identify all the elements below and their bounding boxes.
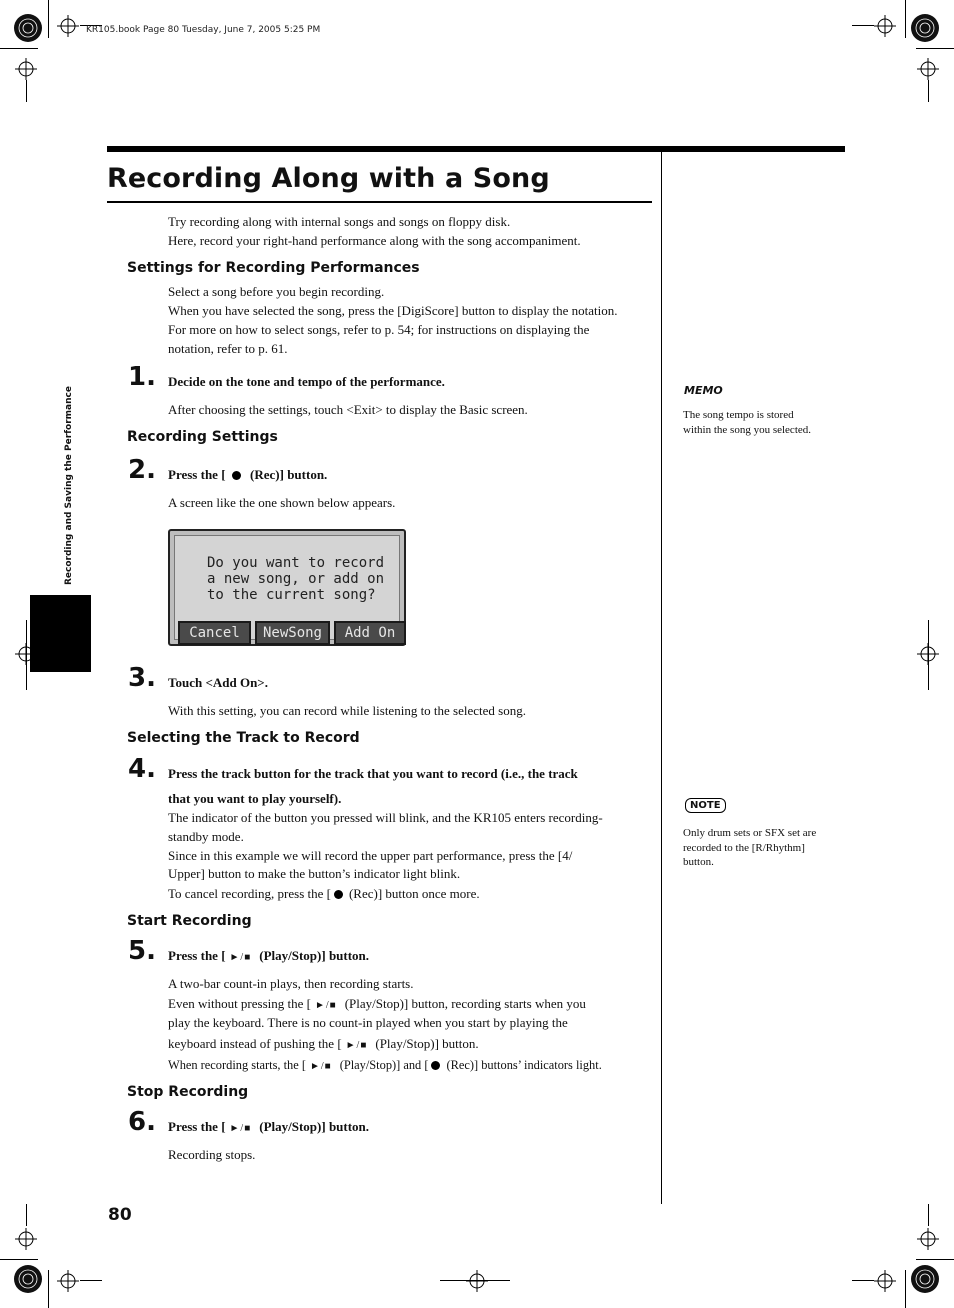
body-line: notation, refer to p. 61.	[168, 341, 288, 356]
step-text: (Rec)] button.	[250, 467, 328, 482]
step-number: 4.	[128, 754, 156, 784]
registration-disc-icon	[910, 13, 940, 43]
text-run: (Rec)] button once more.	[348, 886, 480, 901]
play-stop-icon: ►/■	[309, 1061, 332, 1072]
play-stop-icon: ►/■	[229, 952, 252, 963]
column-divider	[661, 152, 662, 1204]
body-line: Since in this example we will record the upper part performance, press the [4/	[168, 848, 573, 863]
crosshair-mark-icon	[57, 1270, 79, 1292]
crop-mark	[852, 1280, 874, 1281]
crop-mark	[26, 620, 27, 690]
title-underline	[107, 201, 652, 203]
step-number: 3.	[128, 663, 156, 693]
body-line: standby mode.	[168, 829, 244, 844]
crop-mark	[916, 48, 954, 49]
crosshair-mark-icon	[874, 15, 896, 37]
text-run: (Play/Stop)] button, recording starts when you	[344, 996, 586, 1011]
body-line: A screen like the one shown below appears.	[168, 495, 396, 510]
section-heading: Settings for Recording Performances	[127, 260, 420, 276]
step-text: (Play/Stop)] button.	[259, 948, 370, 963]
step-number: 6.	[128, 1107, 156, 1137]
body-line: Upper] button to make the button’s indicator light blink.	[168, 866, 461, 881]
crosshair-mark-icon	[466, 1270, 488, 1292]
rec-icon	[232, 471, 241, 480]
text-run: keyboard instead of pushing the [	[168, 1036, 342, 1051]
memo-text: The song tempo is stored	[683, 409, 794, 421]
new-song-button[interactable]: NewSong	[255, 621, 330, 645]
cancel-button[interactable]: Cancel	[178, 621, 251, 645]
crop-mark	[48, 1270, 49, 1308]
rec-icon	[334, 890, 343, 899]
crosshair-mark-icon	[15, 58, 37, 80]
crop-mark	[80, 1280, 102, 1281]
body-line: Recording stops.	[168, 1147, 256, 1162]
step-text: (Play/Stop)] button.	[259, 1119, 370, 1134]
note-text: Only drum sets or SFX set are	[683, 827, 817, 839]
step-text: Press the [	[168, 467, 226, 482]
rec-icon	[431, 1061, 440, 1070]
crop-mark	[905, 0, 906, 38]
page-number: 80	[108, 1205, 132, 1225]
crop-mark	[928, 1204, 929, 1226]
lcd-screen	[168, 529, 406, 646]
step-number: 5.	[128, 936, 156, 966]
crosshair-mark-icon	[874, 1270, 896, 1292]
memo-text: within the song you selected.	[683, 424, 812, 436]
note-text: recorded to the [R/Rhythm]	[683, 842, 805, 854]
body-line	[168, 1056, 602, 1077]
memo-icon: MEMO	[684, 384, 723, 397]
add-on-button[interactable]: Add On	[334, 621, 406, 645]
step-instruction: that you want to play yourself).	[168, 791, 342, 806]
registration-disc-icon	[13, 1264, 43, 1294]
chapter-tab	[30, 595, 91, 672]
print-imprint: KR105.book Page 80 Tuesday, June 7, 2005 5:25 PM	[86, 25, 321, 35]
step-instruction: Decide on the tone and tempo of the performance.	[168, 374, 445, 389]
step-instruction	[168, 943, 369, 970]
body-line: The indicator of the button you pressed will blink, and the KR105 enters recording-	[168, 810, 603, 825]
text-run: When recording starts, the [	[168, 1058, 306, 1072]
body-line: Select a song before you begin recording.	[168, 284, 385, 299]
crop-mark	[0, 48, 38, 49]
text-run: (Play/Stop)] and [	[339, 1058, 429, 1072]
crop-mark	[26, 80, 27, 102]
step-number: 1.	[128, 362, 156, 392]
step-text: Press the [	[168, 1119, 226, 1134]
crop-mark	[905, 1270, 906, 1308]
registration-disc-icon	[13, 13, 43, 43]
crop-mark	[916, 1259, 954, 1260]
body-line	[168, 995, 586, 1016]
page-title: Recording Along with a Song	[107, 163, 550, 194]
body-line: A two-bar count-in plays, then recording starts.	[168, 976, 414, 991]
text-run: (Play/Stop)] button.	[375, 1036, 479, 1051]
lcd-message: Do you want to record a new song, or add on to the current song?	[207, 555, 385, 603]
body-line: For more on how to select songs, refer to p. 54; for instructions on displaying the	[168, 322, 590, 337]
step-number: 2.	[128, 455, 156, 485]
body-line: After choosing the settings, touch <Exit> to display the Basic screen.	[168, 402, 528, 417]
section-heading: Start Recording	[127, 913, 252, 929]
crosshair-mark-icon	[917, 58, 939, 80]
body-line: play the keyboard. There is no count-in played when you start by playing the	[168, 1015, 568, 1030]
crop-mark	[440, 1280, 510, 1281]
registration-disc-icon	[910, 1264, 940, 1294]
text-run: (Rec)] buttons’ indicators light.	[446, 1058, 602, 1072]
crop-mark	[26, 1204, 27, 1226]
body-line	[168, 1035, 479, 1056]
step-instruction	[168, 462, 327, 487]
crop-mark	[0, 1259, 38, 1260]
crop-mark	[48, 0, 49, 38]
crop-mark	[928, 80, 929, 102]
text-run: Even without pressing the [	[168, 996, 311, 1011]
section-heading: Recording Settings	[127, 429, 278, 445]
step-instruction: Touch <Add On>.	[168, 675, 268, 690]
top-rule	[107, 146, 845, 152]
step-instruction	[168, 1114, 369, 1141]
play-stop-icon: ►/■	[229, 1123, 252, 1134]
crosshair-mark-icon	[15, 1228, 37, 1250]
step-text: Press the [	[168, 948, 226, 963]
note-icon: NOTE	[685, 798, 726, 813]
intro-line: Try recording along with internal songs and songs on floppy disk.	[168, 214, 511, 229]
step-instruction: Press the track button for the track that you want to record (i.e., the track	[168, 766, 578, 781]
play-stop-icon: ►/■	[314, 1000, 337, 1011]
text-run: To cancel recording, press the [	[168, 886, 331, 901]
section-heading: Selecting the Track to Record	[127, 730, 360, 746]
crop-mark	[928, 620, 929, 690]
intro-line: Here, record your right-hand performance along with the song accompaniment.	[168, 233, 581, 248]
crosshair-mark-icon	[917, 1228, 939, 1250]
body-line	[168, 885, 480, 904]
lcd-display	[174, 535, 400, 640]
crosshair-mark-icon	[57, 15, 79, 37]
note-text: button.	[683, 856, 714, 868]
play-stop-icon: ►/■	[345, 1040, 368, 1051]
crop-mark	[852, 25, 874, 26]
section-heading: Stop Recording	[127, 1084, 249, 1100]
chapter-tab-label: Recording and Saving the Performance	[64, 386, 74, 585]
body-line: With this setting, you can record while listening to the selected song.	[168, 703, 526, 718]
body-line: When you have selected the song, press the [DigiScore] button to display the notation.	[168, 303, 618, 318]
